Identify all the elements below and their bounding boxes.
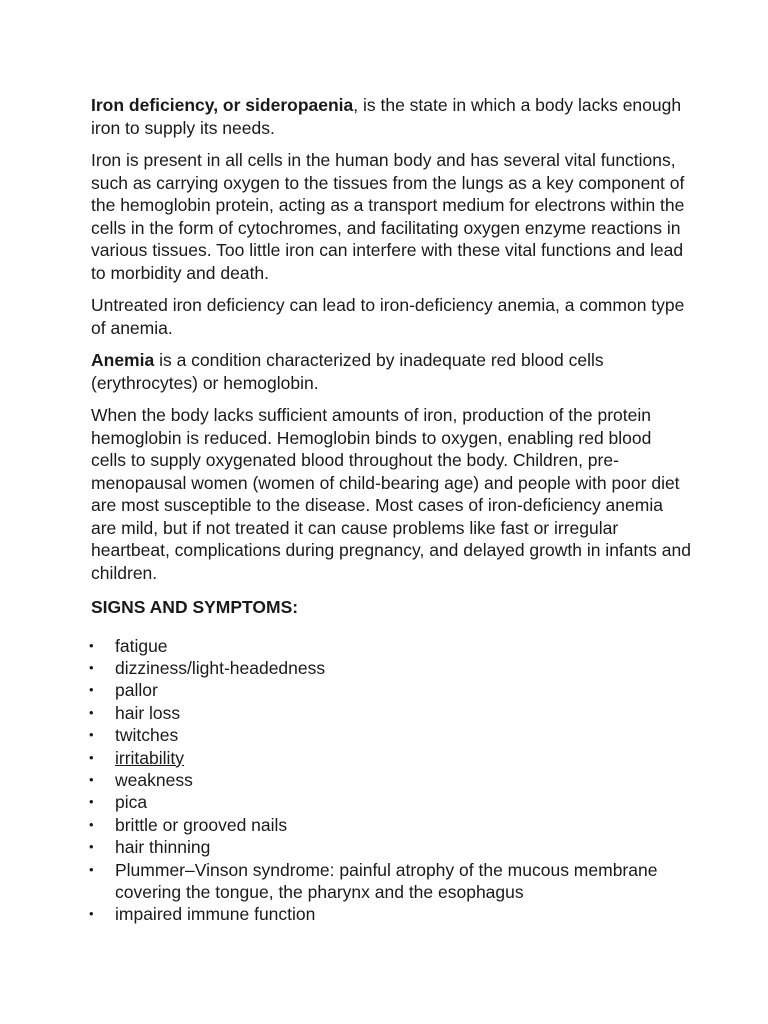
bullet-icon: • xyxy=(89,794,94,810)
bullet-icon: • xyxy=(89,839,94,855)
list-item: • pallor xyxy=(89,680,158,701)
bullet-icon: • xyxy=(89,727,94,743)
paragraph-hemoglobin: When the body lacks sufficient amounts of iron, production of the protein hemoglobin is reduced. Hemoglobin binds to oxygen, enabling red blood cells to supply oxygenated blood throughout the body. Children, pre-menopausal women (women of child-bearing age) and people with poor diet are most susceptible to the disease. Most cases of iron-deficiency anemia are mild, but if not treated it can cause problems like fast or irregular heartbeat, complications during pregnancy, and delayed growth in infants and children. xyxy=(91,405,691,583)
list-item: • impaired immune function xyxy=(89,904,316,925)
bullet-icon: • xyxy=(89,906,94,922)
list-item: • pica xyxy=(89,792,148,813)
bullet-icon: • xyxy=(89,816,94,832)
symptoms-list xyxy=(91,635,691,926)
list-item[interactable] xyxy=(91,747,691,769)
symptoms-heading: SIGNS AND SYMPTOMS: xyxy=(91,597,299,617)
bullet-icon: • xyxy=(89,749,94,765)
paragraph-iron-functions: Iron is present in all cells in the human body and has several vital functions, such as carrying oxygen to the tissues from the lungs as a key component of the hemoglobin protein, acting as a transport medium for electrons within the cells in the form of cytochromes, and facilitating oxygen enzyme reactions in various tissues. Too little iron can interfere with these vital functions and lead to morbidity and death. xyxy=(91,150,685,283)
list-item: • fatigue xyxy=(89,635,168,656)
list-item: • hair thinning xyxy=(89,837,211,858)
bullet-icon: • xyxy=(89,704,94,720)
paragraph-iron-deficiency-definition xyxy=(91,94,691,139)
list-item: • dizziness/light-headedness xyxy=(89,657,326,678)
document-body xyxy=(91,94,691,926)
list-item: • weakness xyxy=(89,769,193,790)
definition-text: , is the state in which a body lacks enough iron to supply its needs. xyxy=(91,95,682,138)
bullet-icon: • xyxy=(89,861,94,877)
bullet-icon: • xyxy=(89,659,94,675)
term-anemia: Anemia xyxy=(91,350,155,370)
term-iron-deficiency: Iron deficiency, or sideropaenia xyxy=(91,95,354,115)
list-item: • twitches xyxy=(89,725,179,746)
bullet-icon: • xyxy=(89,682,94,698)
anemia-definition-text: is a condition characterized by inadequate red blood cells (erythrocytes) or hemoglobin. xyxy=(91,350,604,393)
paragraph-anemia-definition xyxy=(91,349,691,394)
paragraph-untreated-deficiency: Untreated iron deficiency can lead to iron-deficiency anemia, a common type of anemia. xyxy=(91,295,685,338)
list-item: • brittle or grooved nails xyxy=(89,814,288,835)
bullet-icon: • xyxy=(89,771,94,787)
irritability-link[interactable]: irritability xyxy=(115,747,185,768)
list-item: • Plummer–Vinson syndrome: painful atrophy of the mucous membrane covering the tongue, the pharynx and the esophagus xyxy=(89,859,658,902)
list-item: • hair loss xyxy=(89,702,181,723)
bullet-icon: • xyxy=(89,637,94,653)
